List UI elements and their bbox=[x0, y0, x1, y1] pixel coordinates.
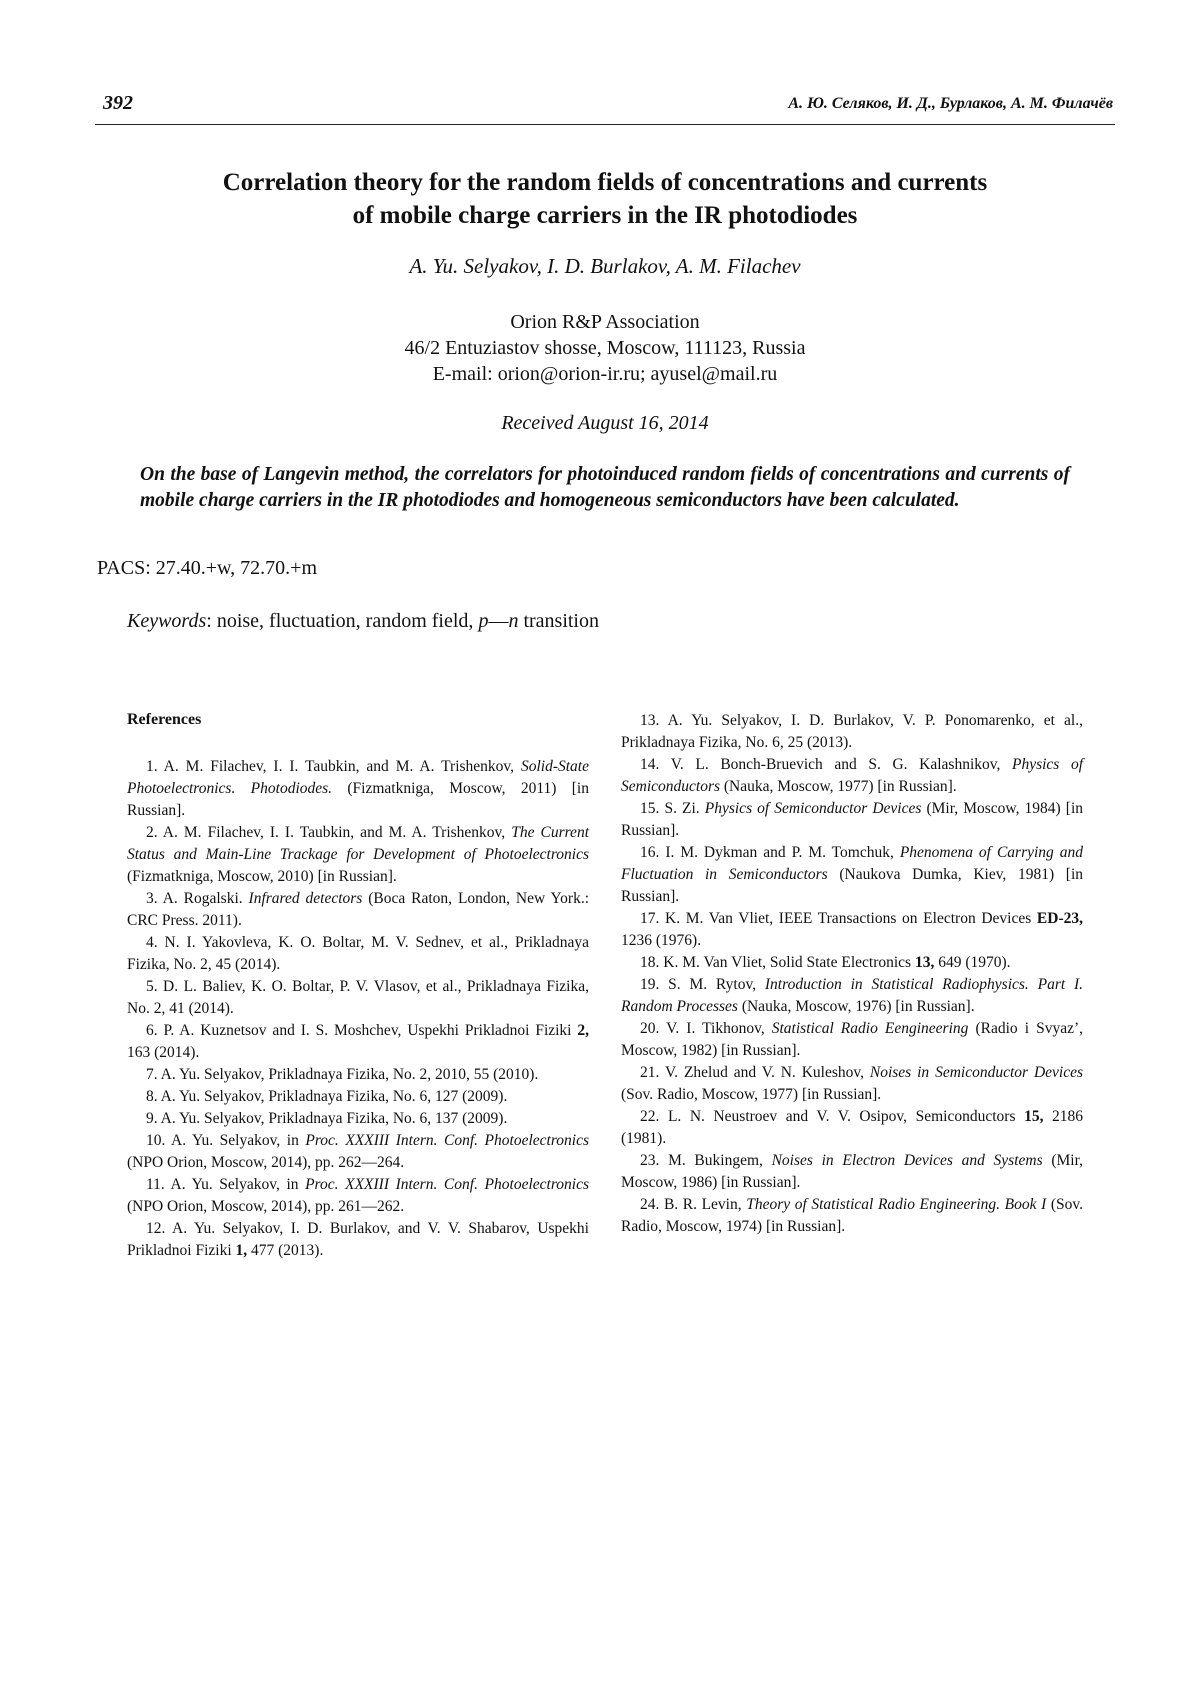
reference-3: 3. A. Rogalski. Infrared detectors (Boca Raton, London, New York.: CRC Press. 2011). bbox=[127, 890, 590, 929]
affiliation-org: Orion R&P Association bbox=[510, 311, 700, 333]
affiliation bbox=[95, 309, 1115, 387]
keywords-end: transition bbox=[518, 610, 599, 632]
keywords-label: Keywords bbox=[127, 610, 207, 632]
keywords-text: : noise, fluctuation, random field, bbox=[206, 610, 479, 632]
reference-4: 4. N. I. Yakovleva, K. O. Boltar, M. V. Sednev, et al., Prikladnaya Fizika, No. 2, 45 (2014). bbox=[127, 934, 589, 973]
page-header bbox=[95, 90, 1115, 125]
reference-10: 10. A. Yu. Selyakov, in Proc. XXXIII Intern. Conf. Photoelectronics (NPO Orion, Moscow, 2014), pp. 262—264. bbox=[127, 1132, 590, 1171]
authors: A. Yu. Selyakov, I. D. Burlakov, A. M. Filachev bbox=[409, 254, 801, 278]
references-column-left bbox=[127, 710, 589, 1262]
received-date: Received August 16, 2014 bbox=[501, 412, 709, 434]
reference-7: 7. A. Yu. Selyakov, Prikladnaya Fizika, No. 2, 2010, 55 (2010). bbox=[146, 1066, 539, 1083]
reference-15: 15. S. Zi. Physics of Semiconductor Devices (Mir, Moscow, 1984) [in Russian]. bbox=[621, 800, 1083, 839]
reference-2: 2. A. M. Filachev, I. I. Taubkin, and M. A. Trishenkov, The Current Status and Main-Line Trackage for Development of Photoelectronics (Fizmatkniga, Moscow, 2010) [in Russian]. bbox=[127, 824, 589, 885]
reference-14: 14. V. L. Bonch-Bruevich and S. G. Kalashnikov, Physics of Semiconductors (Nauka, Moscow, 1977) [in Russian]. bbox=[621, 756, 1083, 795]
keywords bbox=[127, 610, 599, 633]
article-title bbox=[95, 166, 1115, 232]
title-line-2: of mobile charge carriers in the IR photodiodes bbox=[352, 202, 858, 229]
references-column-right bbox=[621, 710, 1083, 1238]
page-number: 392 bbox=[103, 92, 133, 114]
keywords-p: p bbox=[478, 610, 489, 632]
reference-18: 18. K. M. Van Vliet, Solid State Electronics 13, 649 (1970). bbox=[640, 954, 1011, 971]
reference-17: 17. K. M. Van Vliet, IEEE Transactions on Electron Devices ED-23, 1236 (1976). bbox=[621, 910, 1083, 949]
reference-1: 1. A. M. Filachev, I. I. Taubkin, and M. A. Trishenkov, Solid-State Photoelectronics. Photodiodes. (Fizmatkniga, Moscow, 2011) [in Russian]. bbox=[127, 758, 589, 819]
reference-13: 13. A. Yu. Selyakov, I. D. Burlakov, V. P. Ponomarenko, et al., Prikladnaya Fizika, No. 6, 25 (2013). bbox=[621, 712, 1083, 751]
abstract: On the base of Langevin method, the correlators for photoinduced random fields of concentrations and currents of mobile charge carriers in the IR photodiodes and homogeneous semiconductors have been calculated. bbox=[140, 464, 1070, 511]
references-heading: References bbox=[127, 711, 202, 728]
reference-12: 12. A. Yu. Selyakov, I. D. Burlakov, and V. V. Shabarov, Uspekhi Prikladnoi Fiziki 1, 477 (2013). bbox=[127, 1220, 589, 1259]
reference-11: 11. A. Yu. Selyakov, in Proc. XXXIII Intern. Conf. Photoelectronics (NPO Orion, Moscow, 2014), pp. 261—262. bbox=[127, 1176, 589, 1215]
keywords-n: n bbox=[508, 610, 519, 632]
reference-21: 21. V. Zhelud and V. N. Kuleshov, Noises in Semiconductor Devices (Sov. Radio, Moscow, 1977) [in Russian]. bbox=[621, 1064, 1083, 1103]
pacs-codes: PACS: 27.40.+w, 72.70.+m bbox=[97, 557, 318, 579]
reference-20: 20. V. I. Tikhonov, Statistical Radio Eengineering (Radio i Svyaz’, Moscow, 1982) [in Russian]. bbox=[621, 1020, 1083, 1059]
keywords-dash: — bbox=[488, 610, 509, 632]
reference-8: 8. A. Yu. Selyakov, Prikladnaya Fizika, No. 6, 127 (2009). bbox=[146, 1088, 508, 1105]
reference-19: 19. S. M. Rytov, Introduction in Statistical Radiophysics. Part I. Random Processes (Nauka, Moscow, 1976) [in Russian]. bbox=[621, 976, 1083, 1015]
reference-23: 23. M. Bukingem, Noises in Electron Devices and Systems (Mir, Moscow, 1986) [in Russian]. bbox=[621, 1152, 1083, 1191]
reference-6: 6. P. A. Kuznetsov and I. S. Moshchev, Uspekhi Prikladnoi Fiziki 2, 163 (2014). bbox=[127, 1022, 589, 1061]
affiliation-address: 46/2 Entuziastov shosse, Moscow, 111123, Russia bbox=[404, 337, 806, 359]
reference-22: 22. L. N. Neustroev and V. V. Osipov, Semiconductors 15, 2186 (1981). bbox=[621, 1108, 1084, 1147]
reference-16: 16. I. M. Dykman and P. M. Tomchuk, Phenomena of Carrying and Fluctuation in Semiconductors (Naukova Dumka, Kiev, 1981) [in Russian]. bbox=[621, 844, 1084, 905]
title-line-1: Correlation theory for the random fields of concentrations and currents bbox=[222, 169, 988, 196]
reference-24: 24. B. R. Levin, Theory of Statistical Radio Engineering. Book I (Sov. Radio, Moscow, 1974) [in Russian]. bbox=[621, 1196, 1083, 1235]
running-head: А. Ю. Селяков, И. Д., Бурлаков, А. М. Филачёв bbox=[788, 95, 1113, 112]
reference-9: 9. A. Yu. Selyakov, Prikladnaya Fizika, No. 6, 137 (2009). bbox=[146, 1110, 508, 1127]
affiliation-email: E-mail: orion@orion-ir.ru; ayusel@mail.ru bbox=[432, 363, 778, 385]
reference-5: 5. D. L. Baliev, K. O. Boltar, P. V. Vlasov, et al., Prikladnaya Fizika, No. 2, 41 (2014). bbox=[127, 978, 589, 1017]
